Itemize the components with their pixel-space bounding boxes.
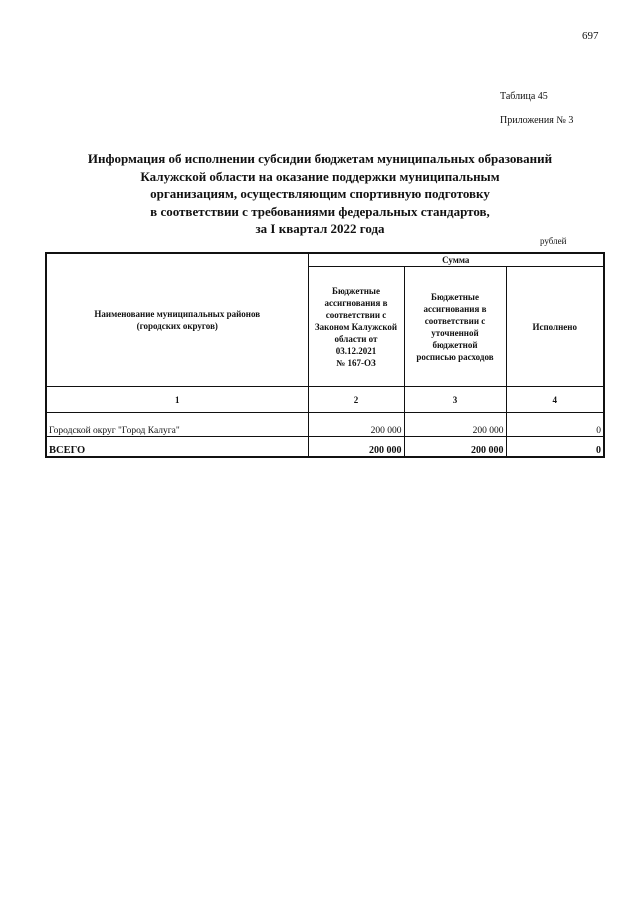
header-refined-line: Бюджетные — [431, 291, 479, 302]
header-law-budget — [308, 267, 404, 387]
column-number: 4 — [506, 387, 604, 413]
header-region-name — [46, 253, 308, 387]
table-row — [46, 413, 604, 437]
header-sum: Сумма — [308, 253, 604, 267]
header-law-line: № 167-ОЗ — [336, 357, 376, 368]
refined-budget-value: 200 000 — [404, 413, 506, 437]
title-line: в соответствии с требованиями федеральных стандартов, — [150, 203, 490, 219]
column-number: 1 — [46, 387, 308, 413]
header-refined-line: ассигнования в — [423, 303, 487, 314]
subsidy-table — [45, 252, 605, 458]
title-line: Информация об исполнении субсидии бюджетам муниципальных образований — [87, 151, 553, 166]
header-law-line: Законом Калужской — [314, 321, 398, 332]
header-executed: Исполнено — [506, 267, 604, 387]
total-law-budget: 200 000 — [308, 437, 404, 457]
title-line: организациям, осуществляющим спортивную подготовку — [150, 186, 490, 201]
header-law-line: области от — [334, 333, 378, 344]
document-title — [60, 150, 580, 238]
header-region-line: Наименование муниципальных районов — [94, 309, 261, 319]
column-number: 2 — [308, 387, 404, 413]
law-budget-value: 200 000 — [308, 413, 404, 437]
header-refined-budget — [404, 267, 506, 387]
executed-value: 0 — [506, 413, 604, 437]
header-refined-line: росписью расходов — [416, 351, 494, 362]
header-region-line: (городских округов) — [136, 321, 218, 331]
region-name: Городской округ "Город Калуга" — [46, 413, 308, 437]
title-line: Калужской области на оказание поддержки муниципальным — [140, 168, 500, 184]
header-refined-line: бюджетной — [432, 339, 478, 350]
total-executed: 0 — [506, 437, 604, 457]
total-row — [46, 437, 604, 457]
header-law-line: соответствии с — [325, 309, 387, 320]
column-number: 3 — [404, 387, 506, 413]
header-refined-line: уточненной — [431, 327, 479, 338]
table-reference: Таблица 45 — [500, 91, 548, 102]
header-law-line: Бюджетные — [332, 285, 380, 296]
header-law-line: ассигнования в — [324, 297, 388, 308]
total-label: ВСЕГО — [46, 437, 308, 457]
appendix-reference: Приложения № 3 — [500, 115, 574, 126]
title-line: за I квартал 2022 года — [255, 221, 385, 236]
currency-unit: рублей — [540, 236, 567, 246]
total-refined-budget: 200 000 — [404, 437, 506, 457]
page-number: 697 — [582, 30, 599, 42]
header-law-line: 03.12.2021 — [335, 345, 377, 356]
header-refined-line: соответствии с — [424, 315, 486, 326]
